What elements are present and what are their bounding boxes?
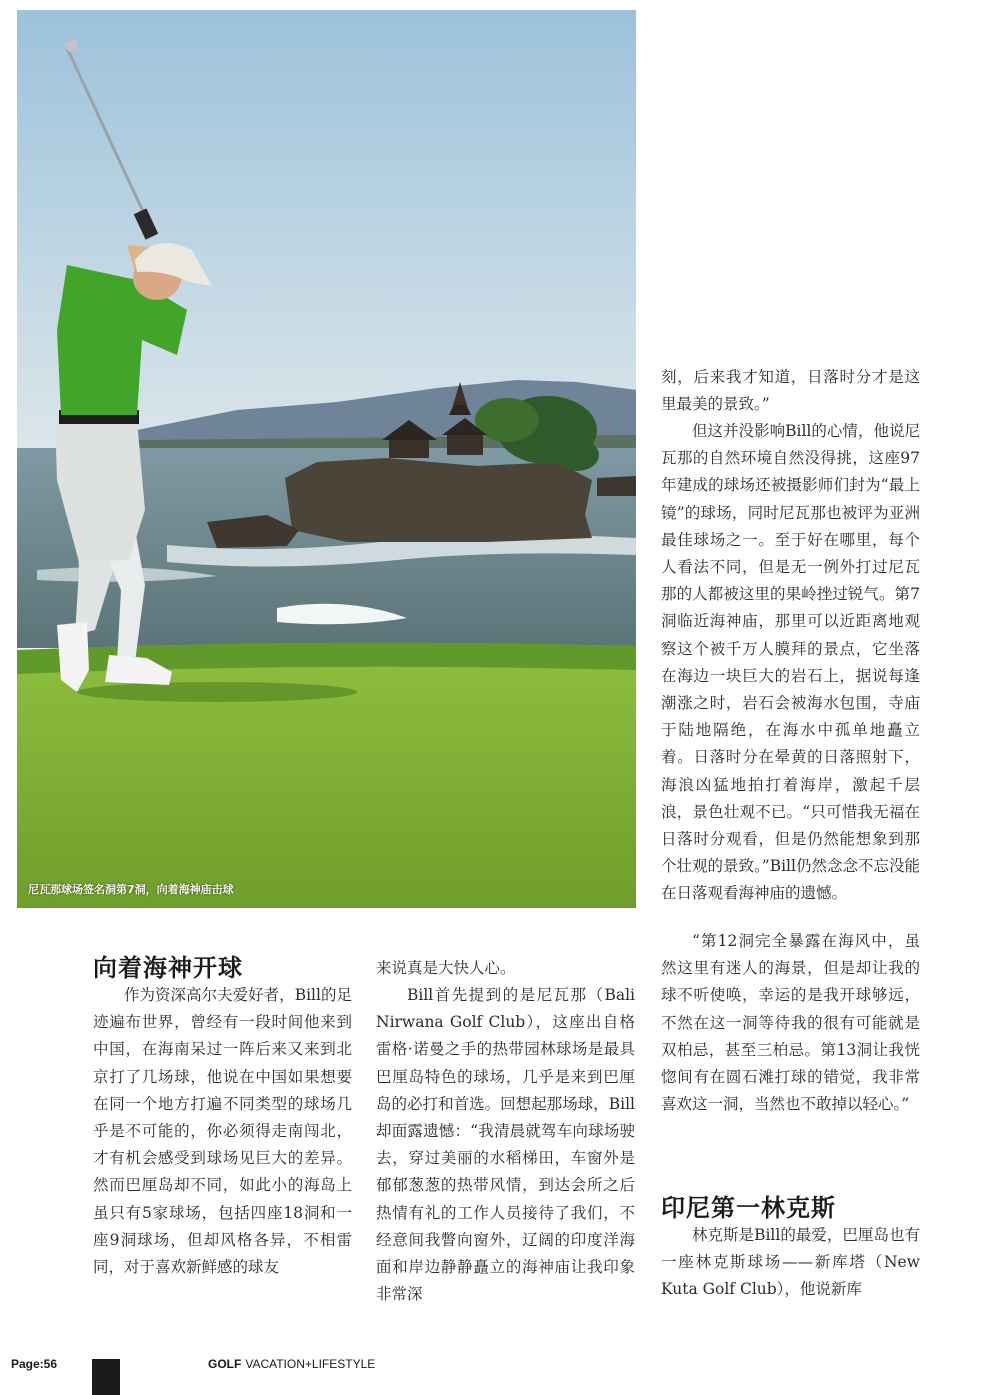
column-3-paragraph-3: “第12洞完全暴露在海风中，虽然这里有迷人的海景，但是却让我的球不听使唤，幸运的是我开球够远，不然在这一洞等待我的很有可能就是双柏忌，甚至三柏忌。第13洞让我恍惚间有在圆石滩打球的错觉，我非常喜欢这一洞，当然也不敢掉以轻心。” [661, 932, 920, 1114]
golfer-temple-illustration [17, 10, 636, 908]
magazine-name [208, 1357, 375, 1371]
footer-bar [92, 1359, 120, 1395]
magazine-subtitle: VACATION+LIFESTYLE [245, 1357, 376, 1371]
column-1-paragraph [93, 982, 352, 1281]
column-2-continuation: 来说真是大快人心。 [376, 959, 516, 977]
magazine-brand: GOLF [208, 1357, 242, 1371]
column-1-text: 作为资深高尔夫爱好者，Bill的足迹遍布世界，曾经有一段时间他来到中国，在海南呆过一阵后来又来到北京打了几场球，他说在中国如果想要在同一个地方打遍不同类型的球场几乎是不可能的，你必须得走南闯北，才有机会感受到球场见巨大的差异。然而巴厘岛却不同，如此小的海岛上虽只有5家球场，包括四座18洞和一座9洞球场，但却风格各异，不相雷同，对于喜欢新鲜感的球友 [93, 986, 352, 1277]
section-heading-1: 向着海神开球 [93, 954, 243, 982]
photo-caption: 尼瓦那球场签名洞第7洞，向着海神庙击球 [28, 883, 234, 896]
page-number: Page:56 [11, 1357, 58, 1371]
column-3-paragraph-2: 但这并没影响Bill的心情，他说尼瓦那的自然环境自然没得挑，这座97年建成的球场还被摄影师们封为“最上镜”的球场，同时尼瓦那也被评为亚洲最佳球场之一。至于好在哪里，每个人看法不同，但是无一例外打过尼瓦那的人都被这里的果岭挫过锐气。第7洞临近海神庙，那里可以近距离地观察这个被千万人膜拜的景点，它坐落在海边一块巨大的岩石上，据说每逢潮涨之时，岩石会被海水包围，寺庙于陆地隔绝，在海水中孤单地矗立着。日落时分在晕黄的日落照射下，海浪凶猛地拍打着海岸，激起千层浪，景色壮观不已。“只可惜我无福在日落时分观看，但是仍然能想象到那个壮观的景致。”Bill仍然念念不忘没能在日落观看海神庙的遗憾。 [661, 422, 920, 903]
hero-photo [17, 10, 636, 908]
column-2-paragraph: Bill首先提到的是尼瓦那（Bali Nirwana Golf Club），这座出自格雷格·诺曼之手的热带园林球场是最具巴厘岛特色的球场，几乎是来到巴厘岛的必打和首选。回想起那场球，Bill却面露遗憾：“我清晨就驾车向球场驶去，穿过美丽的水稻梯田，车窗外是郁郁葱葱的热带风情，到达会所之后热情有礼的工作人员接待了我们，不经意间我瞥向窗外，辽阔的印度洋海面和岸边静静矗立的海神庙让我印象非常深 [376, 986, 635, 1304]
section-heading-2: 印尼第一林克斯 [661, 1194, 836, 1222]
column-3-continuation: 刻，后来我才知道，日落时分才是这里最美的景致。” [661, 368, 920, 414]
column-3-paragraph-4: 林克斯是Bill的最爱，巴厘岛也有一座林克斯球场——新库塔（New Kuta Golf Club），他说新库 [661, 1226, 920, 1299]
